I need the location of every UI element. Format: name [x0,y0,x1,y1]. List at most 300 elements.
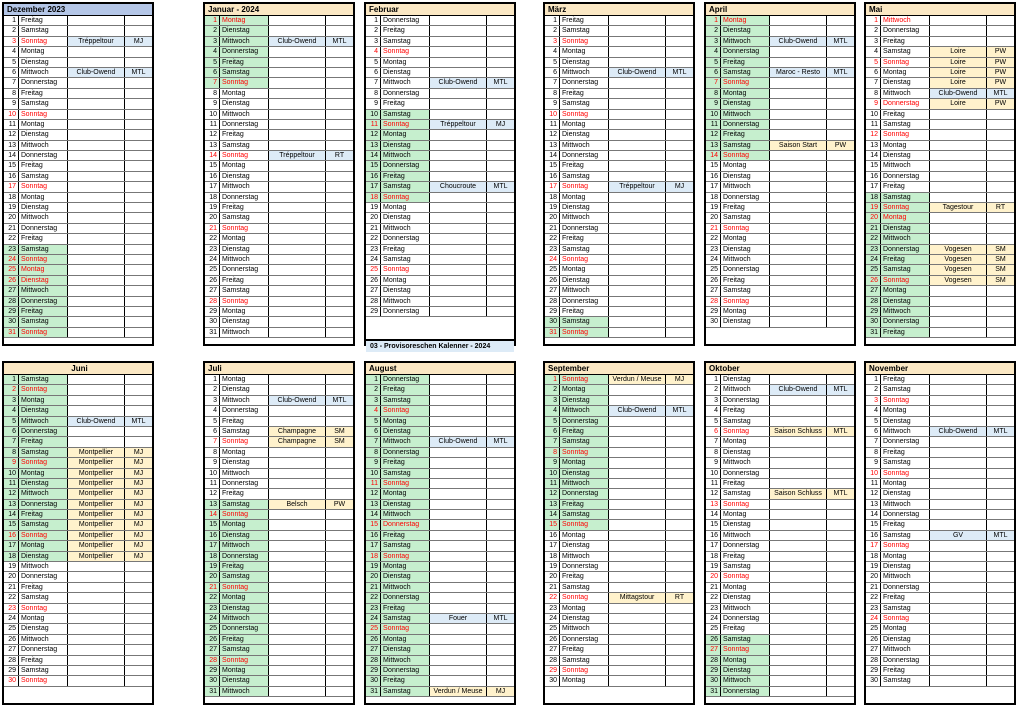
day-row[interactable] [205,47,353,57]
day-row[interactable] [4,26,152,36]
day-row[interactable] [545,489,693,499]
day-row[interactable] [545,203,693,213]
day-row[interactable] [366,255,514,265]
day-row[interactable] [866,255,1014,265]
day-row[interactable] [545,141,693,151]
day-row[interactable] [545,317,693,327]
day-row[interactable] [866,604,1014,614]
day-row[interactable] [205,276,353,286]
day-row[interactable] [866,307,1014,317]
day-row[interactable] [545,161,693,171]
day-row[interactable] [366,520,514,530]
day-row[interactable] [545,583,693,593]
day-row[interactable] [366,224,514,234]
day-row[interactable] [545,172,693,182]
day-row[interactable] [205,78,353,88]
day-row[interactable] [366,541,514,551]
day-row[interactable] [366,99,514,109]
day-row[interactable] [866,234,1014,244]
day-row[interactable] [545,245,693,255]
day-row[interactable] [706,317,854,327]
day-row[interactable] [366,58,514,68]
day-row[interactable] [545,437,693,447]
day-row[interactable] [4,593,152,603]
day-row[interactable] [4,469,152,479]
day-row[interactable] [545,593,693,603]
day-row[interactable] [205,437,353,447]
day-row[interactable] [4,427,152,437]
day-row[interactable] [706,68,854,78]
day-row[interactable] [366,375,514,385]
day-row[interactable] [545,328,693,338]
day-row[interactable] [706,224,854,234]
day-row[interactable] [706,645,854,655]
day-row[interactable] [706,417,854,427]
day-row[interactable] [866,583,1014,593]
day-row[interactable] [4,297,152,307]
day-row[interactable] [4,16,152,26]
day-row[interactable] [366,213,514,223]
day-row[interactable] [866,417,1014,427]
day-row[interactable] [205,224,353,234]
day-row[interactable] [706,458,854,468]
day-row[interactable] [205,687,353,697]
day-row[interactable] [205,37,353,47]
day-row[interactable] [706,479,854,489]
day-row[interactable] [4,99,152,109]
day-row[interactable] [4,583,152,593]
day-row[interactable] [366,245,514,255]
day-row[interactable] [545,614,693,624]
day-row[interactable] [706,666,854,676]
day-row[interactable] [4,37,152,47]
day-row[interactable] [205,151,353,161]
day-row[interactable] [545,26,693,36]
day-row[interactable] [866,224,1014,234]
day-row[interactable] [4,68,152,78]
day-row[interactable] [4,172,152,182]
day-row[interactable] [706,58,854,68]
day-row[interactable] [205,317,353,327]
day-row[interactable] [366,37,514,47]
day-row[interactable] [866,500,1014,510]
day-row[interactable] [866,265,1014,275]
day-row[interactable] [706,26,854,36]
day-row[interactable] [366,47,514,57]
day-row[interactable] [366,385,514,395]
day-row[interactable] [706,572,854,582]
day-row[interactable] [545,130,693,140]
day-row[interactable] [4,676,152,686]
day-row[interactable] [545,458,693,468]
day-row[interactable] [366,396,514,406]
day-row[interactable] [866,213,1014,223]
day-row[interactable] [4,151,152,161]
day-row[interactable] [706,130,854,140]
day-row[interactable] [866,666,1014,676]
day-row[interactable] [205,666,353,676]
day-row[interactable] [545,47,693,57]
day-row[interactable] [205,130,353,140]
day-row[interactable] [205,255,353,265]
day-row[interactable] [205,26,353,36]
day-row[interactable] [866,151,1014,161]
day-row[interactable] [545,193,693,203]
day-row[interactable] [205,624,353,634]
day-row[interactable] [4,255,152,265]
day-row[interactable] [205,161,353,171]
day-row[interactable] [706,276,854,286]
day-row[interactable] [366,437,514,447]
day-row[interactable] [4,110,152,120]
day-row[interactable] [205,58,353,68]
day-row[interactable] [706,203,854,213]
day-row[interactable] [545,448,693,458]
day-row[interactable] [366,120,514,130]
day-row[interactable] [706,614,854,624]
day-row[interactable] [4,276,152,286]
day-row[interactable] [545,276,693,286]
day-row[interactable] [866,572,1014,582]
day-row[interactable] [4,265,152,275]
day-row[interactable] [545,645,693,655]
day-row[interactable] [545,255,693,265]
day-row[interactable] [366,614,514,624]
day-row[interactable] [366,593,514,603]
day-row[interactable] [545,479,693,489]
day-row[interactable] [366,203,514,213]
day-row[interactable] [366,110,514,120]
day-row[interactable] [4,624,152,634]
day-row[interactable] [205,203,353,213]
day-row[interactable] [4,130,152,140]
day-row[interactable] [4,286,152,296]
day-row[interactable] [205,375,353,385]
day-row[interactable] [366,676,514,686]
day-row[interactable] [366,562,514,572]
day-row[interactable] [545,78,693,88]
day-row[interactable] [4,245,152,255]
day-row[interactable] [366,234,514,244]
day-row[interactable] [205,489,353,499]
day-row[interactable] [545,510,693,520]
day-row[interactable] [205,427,353,437]
day-row[interactable] [205,245,353,255]
day-row[interactable] [545,531,693,541]
day-row[interactable] [866,89,1014,99]
day-row[interactable] [205,469,353,479]
day-row[interactable] [706,687,854,697]
day-row[interactable] [866,614,1014,624]
day-row[interactable] [866,489,1014,499]
day-row[interactable] [4,317,152,327]
day-row[interactable] [205,614,353,624]
day-row[interactable] [866,531,1014,541]
day-row[interactable] [866,396,1014,406]
day-row[interactable] [866,120,1014,130]
day-row[interactable] [866,58,1014,68]
day-row[interactable] [706,161,854,171]
day-row[interactable] [866,635,1014,645]
day-row[interactable] [366,130,514,140]
day-row[interactable] [366,604,514,614]
day-row[interactable] [4,89,152,99]
day-row[interactable] [366,645,514,655]
day-row[interactable] [706,469,854,479]
day-row[interactable] [4,120,152,130]
day-row[interactable] [4,406,152,416]
day-row[interactable] [866,161,1014,171]
day-row[interactable] [545,213,693,223]
day-row[interactable] [4,604,152,614]
day-row[interactable] [706,78,854,88]
day-row[interactable] [205,286,353,296]
day-row[interactable] [366,448,514,458]
day-row[interactable] [205,593,353,603]
day-row[interactable] [205,99,353,109]
day-row[interactable] [366,161,514,171]
day-row[interactable] [4,479,152,489]
day-row[interactable] [706,593,854,603]
day-row[interactable] [545,224,693,234]
day-row[interactable] [366,552,514,562]
day-row[interactable] [545,676,693,686]
day-row[interactable] [205,510,353,520]
day-row[interactable] [545,99,693,109]
day-row[interactable] [706,375,854,385]
day-row[interactable] [706,182,854,192]
day-row[interactable] [866,317,1014,327]
day-row[interactable] [866,99,1014,109]
day-row[interactable] [866,78,1014,88]
day-row[interactable] [4,500,152,510]
day-row[interactable] [4,47,152,57]
day-row[interactable] [545,68,693,78]
day-row[interactable] [866,406,1014,416]
day-row[interactable] [706,448,854,458]
day-row[interactable] [545,417,693,427]
day-row[interactable] [205,479,353,489]
day-row[interactable] [4,375,152,385]
day-row[interactable] [866,645,1014,655]
day-row[interactable] [866,47,1014,57]
day-row[interactable] [366,151,514,161]
day-row[interactable] [205,307,353,317]
day-row[interactable] [205,385,353,395]
day-row[interactable] [706,265,854,275]
day-row[interactable] [545,234,693,244]
day-row[interactable] [706,99,854,109]
day-row[interactable] [545,375,693,385]
day-row[interactable] [205,172,353,182]
day-row[interactable] [706,427,854,437]
day-row[interactable] [866,520,1014,530]
day-row[interactable] [205,396,353,406]
day-row[interactable] [545,151,693,161]
day-row[interactable] [205,562,353,572]
day-row[interactable] [205,448,353,458]
day-row[interactable] [366,624,514,634]
day-row[interactable] [866,286,1014,296]
day-row[interactable] [205,541,353,551]
day-row[interactable] [545,396,693,406]
day-row[interactable] [366,500,514,510]
day-row[interactable] [205,417,353,427]
day-row[interactable] [366,276,514,286]
day-row[interactable] [866,479,1014,489]
day-row[interactable] [545,500,693,510]
day-row[interactable] [866,328,1014,338]
day-row[interactable] [4,614,152,624]
day-row[interactable] [205,328,353,338]
day-row[interactable] [205,193,353,203]
day-row[interactable] [4,520,152,530]
day-row[interactable] [545,666,693,676]
day-row[interactable] [866,276,1014,286]
day-row[interactable] [205,89,353,99]
day-row[interactable] [205,656,353,666]
day-row[interactable] [205,458,353,468]
day-row[interactable] [545,656,693,666]
day-row[interactable] [205,16,353,26]
day-row[interactable] [4,635,152,645]
day-row[interactable] [866,510,1014,520]
day-row[interactable] [205,110,353,120]
day-row[interactable] [4,656,152,666]
day-row[interactable] [866,656,1014,666]
day-row[interactable] [545,182,693,192]
day-row[interactable] [366,417,514,427]
day-row[interactable] [366,687,514,697]
day-row[interactable] [366,656,514,666]
day-row[interactable] [366,297,514,307]
day-row[interactable] [866,68,1014,78]
day-row[interactable] [866,203,1014,213]
day-row[interactable] [205,120,353,130]
day-row[interactable] [366,479,514,489]
day-row[interactable] [366,458,514,468]
day-row[interactable] [366,141,514,151]
day-row[interactable] [4,572,152,582]
day-row[interactable] [866,385,1014,395]
day-row[interactable] [706,151,854,161]
day-row[interactable] [866,375,1014,385]
day-row[interactable] [706,562,854,572]
day-row[interactable] [205,645,353,655]
day-row[interactable] [205,182,353,192]
day-row[interactable] [866,16,1014,26]
day-row[interactable] [366,572,514,582]
day-row[interactable] [4,510,152,520]
day-row[interactable] [706,255,854,265]
day-row[interactable] [866,458,1014,468]
day-row[interactable] [366,307,514,317]
day-row[interactable] [366,26,514,36]
day-row[interactable] [205,635,353,645]
day-row[interactable] [866,26,1014,36]
day-row[interactable] [866,182,1014,192]
day-row[interactable] [706,656,854,666]
day-row[interactable] [545,286,693,296]
day-row[interactable] [866,469,1014,479]
day-row[interactable] [866,541,1014,551]
day-row[interactable] [366,78,514,88]
day-row[interactable] [545,520,693,530]
day-row[interactable] [706,193,854,203]
day-row[interactable] [366,406,514,416]
day-row[interactable] [545,89,693,99]
day-row[interactable] [545,406,693,416]
day-row[interactable] [545,562,693,572]
day-row[interactable] [4,562,152,572]
day-row[interactable] [4,161,152,171]
day-row[interactable] [205,234,353,244]
day-row[interactable] [706,47,854,57]
day-row[interactable] [706,120,854,130]
day-row[interactable] [4,645,152,655]
day-row[interactable] [545,385,693,395]
day-row[interactable] [545,552,693,562]
day-row[interactable] [205,500,353,510]
day-row[interactable] [4,541,152,551]
day-row[interactable] [4,58,152,68]
day-row[interactable] [366,172,514,182]
day-row[interactable] [4,437,152,447]
day-row[interactable] [366,666,514,676]
day-row[interactable] [706,406,854,416]
day-row[interactable] [205,68,353,78]
day-row[interactable] [4,307,152,317]
day-row[interactable] [545,110,693,120]
day-row[interactable] [866,676,1014,686]
day-row[interactable] [4,531,152,541]
day-row[interactable] [545,541,693,551]
day-row[interactable] [4,396,152,406]
day-row[interactable] [545,624,693,634]
day-row[interactable] [866,427,1014,437]
day-row[interactable] [545,37,693,47]
day-row[interactable] [4,458,152,468]
day-row[interactable] [866,37,1014,47]
day-row[interactable] [366,193,514,203]
day-row[interactable] [706,604,854,614]
day-row[interactable] [706,500,854,510]
day-row[interactable] [4,78,152,88]
day-row[interactable] [545,572,693,582]
day-row[interactable] [866,245,1014,255]
day-row[interactable] [866,562,1014,572]
day-row[interactable] [706,624,854,634]
day-row[interactable] [706,245,854,255]
day-row[interactable] [866,593,1014,603]
day-row[interactable] [366,583,514,593]
day-row[interactable] [866,624,1014,634]
day-row[interactable] [205,213,353,223]
day-row[interactable] [706,385,854,395]
day-row[interactable] [706,510,854,520]
day-row[interactable] [866,437,1014,447]
day-row[interactable] [706,172,854,182]
day-row[interactable] [706,307,854,317]
day-row[interactable] [706,676,854,686]
day-row[interactable] [866,552,1014,562]
day-row[interactable] [4,213,152,223]
day-row[interactable] [545,120,693,130]
day-row[interactable] [706,520,854,530]
day-row[interactable] [866,141,1014,151]
day-row[interactable] [866,110,1014,120]
day-row[interactable] [205,572,353,582]
